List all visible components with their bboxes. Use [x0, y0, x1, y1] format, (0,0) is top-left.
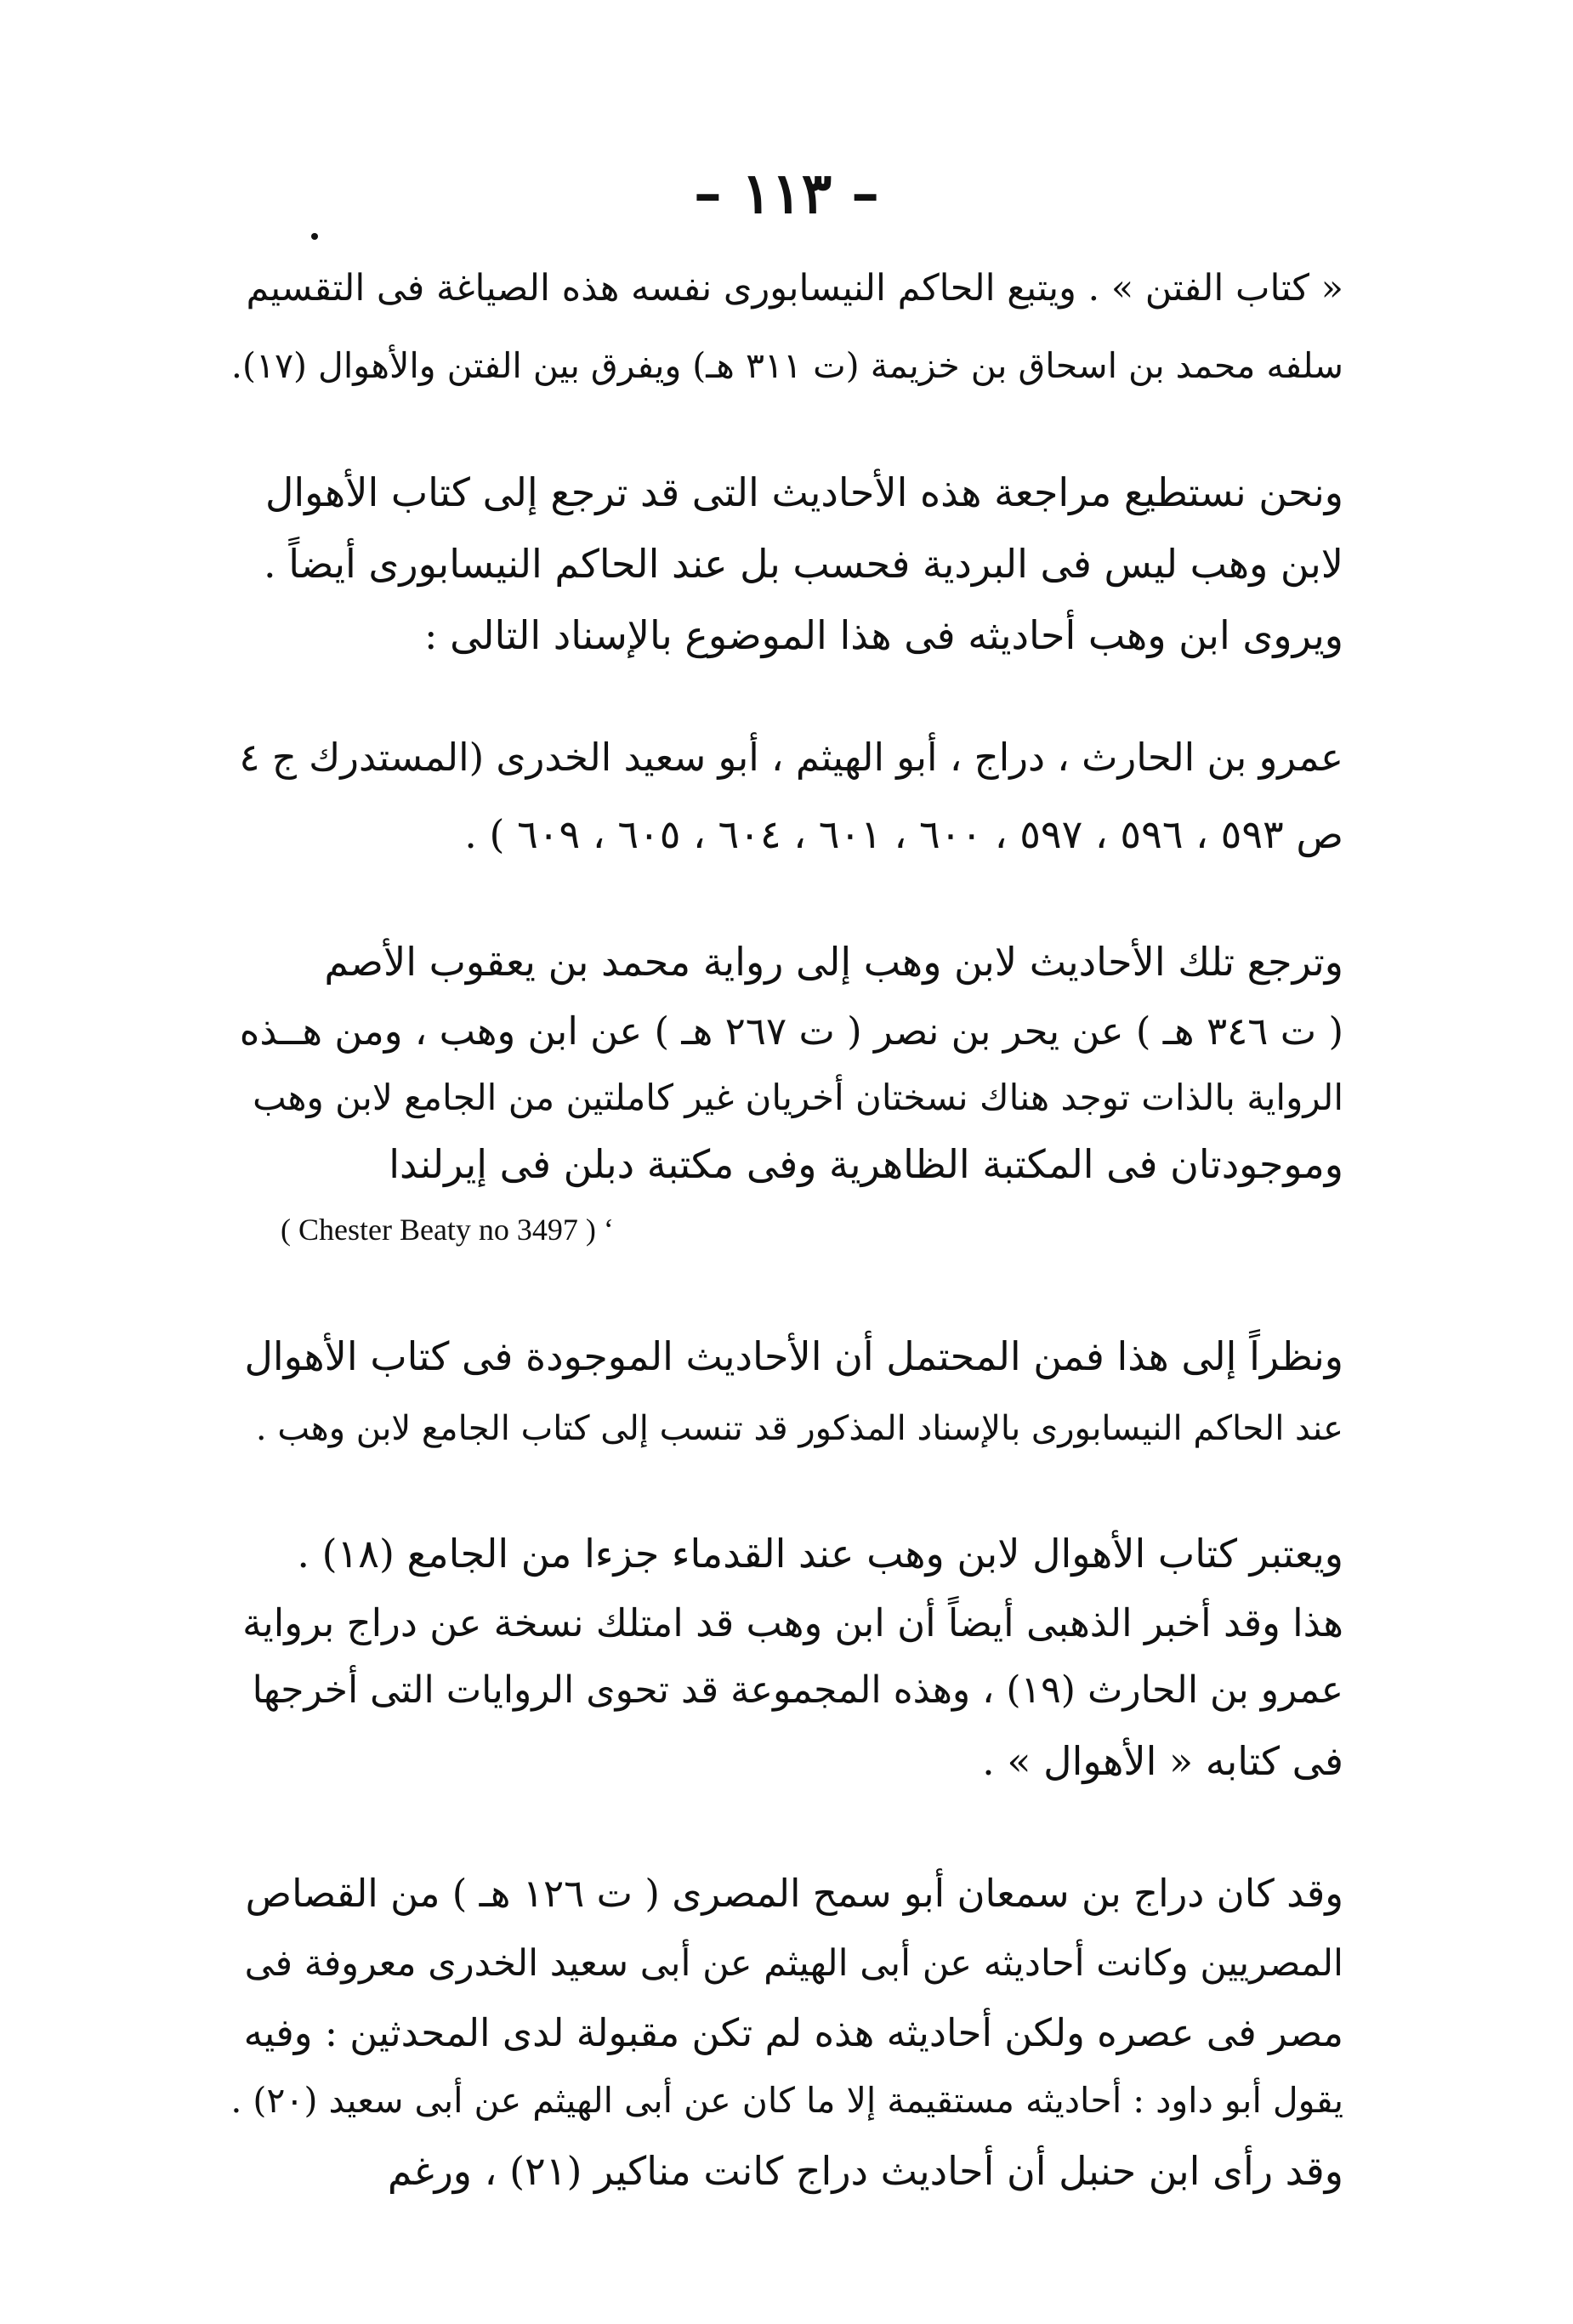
text-line-3: ونحن نستطيع مراجعة هذه الأحاديث التى قد ترجع إلى كتاب الأهوال — [264, 469, 1343, 515]
text-line-14: عند الحاكم النيسابورى بالإسناد المذكور قد تنسب إلى كتاب الجامع لابن وهب . — [255, 1409, 1343, 1448]
text-line-23: وقد رأى ابن حنبل أن أحاديث دراج كانت مناكير (٢١) ، ورغم — [387, 2148, 1343, 2194]
text-line-16: هذا وقد أخبر الذهبى أيضاً أن ابن وهب قد امتلك نسخة عن دراج برواية — [242, 1600, 1343, 1645]
text-line-22: يقول أبو داود : أحاديثه مستقيمة إلا ما كان عن أبى الهيثم عن أبى سعيد (٢٠) . — [230, 2080, 1343, 2121]
text-line-12: ( Chester Beaty no 3497 ) ‘ — [281, 1213, 614, 1247]
text-line-4: لابن وهب ليس فى البردية فحسب بل عند الحاكم النيسابورى أيضاً . — [264, 541, 1343, 587]
text-line-2: سلفه محمد بن اسحاق بن خزيمة (ت ٣١١ هـ) ويفرق بين الفتن والأهوال (١٧). — [230, 345, 1343, 386]
page-number: – ١١٣ – — [693, 160, 880, 226]
text-line-7: ص ٥٩٣ ، ٥٩٦ ، ٥٩٧ ، ٦٠٠ ، ٦٠١ ، ٦٠٤ ، ٦٠٥ ، ٦٠٩ ) . — [464, 811, 1343, 857]
ink-dot — [311, 233, 318, 240]
text-line-1: « كتاب الفتن » . ويتبع الحاكم النيسابورى نفسه هذه الصياغة فى التقسيم — [246, 267, 1343, 310]
text-line-8: وترجع تلك الأحاديث لابن وهب إلى رواية محمد بن يعقوب الأصم — [324, 939, 1343, 985]
text-line-20: المصريين وكانت أحاديثه عن أبى الهيثم عن أبى سعيد الخدرى معروفة فى — [244, 1942, 1343, 1985]
text-line-11: وموجودتان فى المكتبة الظاهرية وفى مكتبة دبلن فى إيرلندا — [389, 1141, 1343, 1187]
text-line-15: ويعتبر كتاب الأهوال لابن وهب عند القدماء جزءا من الجامع (١٨) . — [297, 1531, 1343, 1577]
text-line-21: مصر فى عصره ولكن أحاديثه هذه لم تكن مقبولة لدى المحدثين : وفيه — [243, 2010, 1343, 2055]
text-line-17: عمرو بن الحارث (١٩) ، وهذه المجموعة قد تحوى الروايات التى أخرجها — [252, 1668, 1343, 1712]
text-line-18: فى كتابه « الأهوال » . — [982, 1738, 1343, 1784]
text-line-13: ونظراً إلى هذا فمن المحتمل أن الأحاديث الموجودة فى كتاب الأهوال — [244, 1333, 1343, 1379]
text-line-10: الرواية بالذات توجد هناك نسختان أخريان غير كاملتين من الجامع لابن وهب — [253, 1077, 1343, 1118]
text-line-9: ( ت ٣٤٦ هـ ) عن يحر بن نصر ( ت ٢٦٧ هـ ) عن ابن وهب ، ومن هــذه — [239, 1009, 1343, 1054]
text-line-6: عمرو بن الحارث ، دراج ، أبو الهيثم ، أبو سعيد الخدرى (المستدرك ج ٤ — [239, 735, 1343, 780]
text-line-5: ويروى ابن وهب أحاديثه فى هذا الموضوع بالإسناد التالى : — [424, 612, 1343, 658]
text-line-19: وقد كان دراج بن سمعان أبو سمح المصرى ( ت ١٢٦ هـ ) من القصاص — [245, 1871, 1343, 1916]
